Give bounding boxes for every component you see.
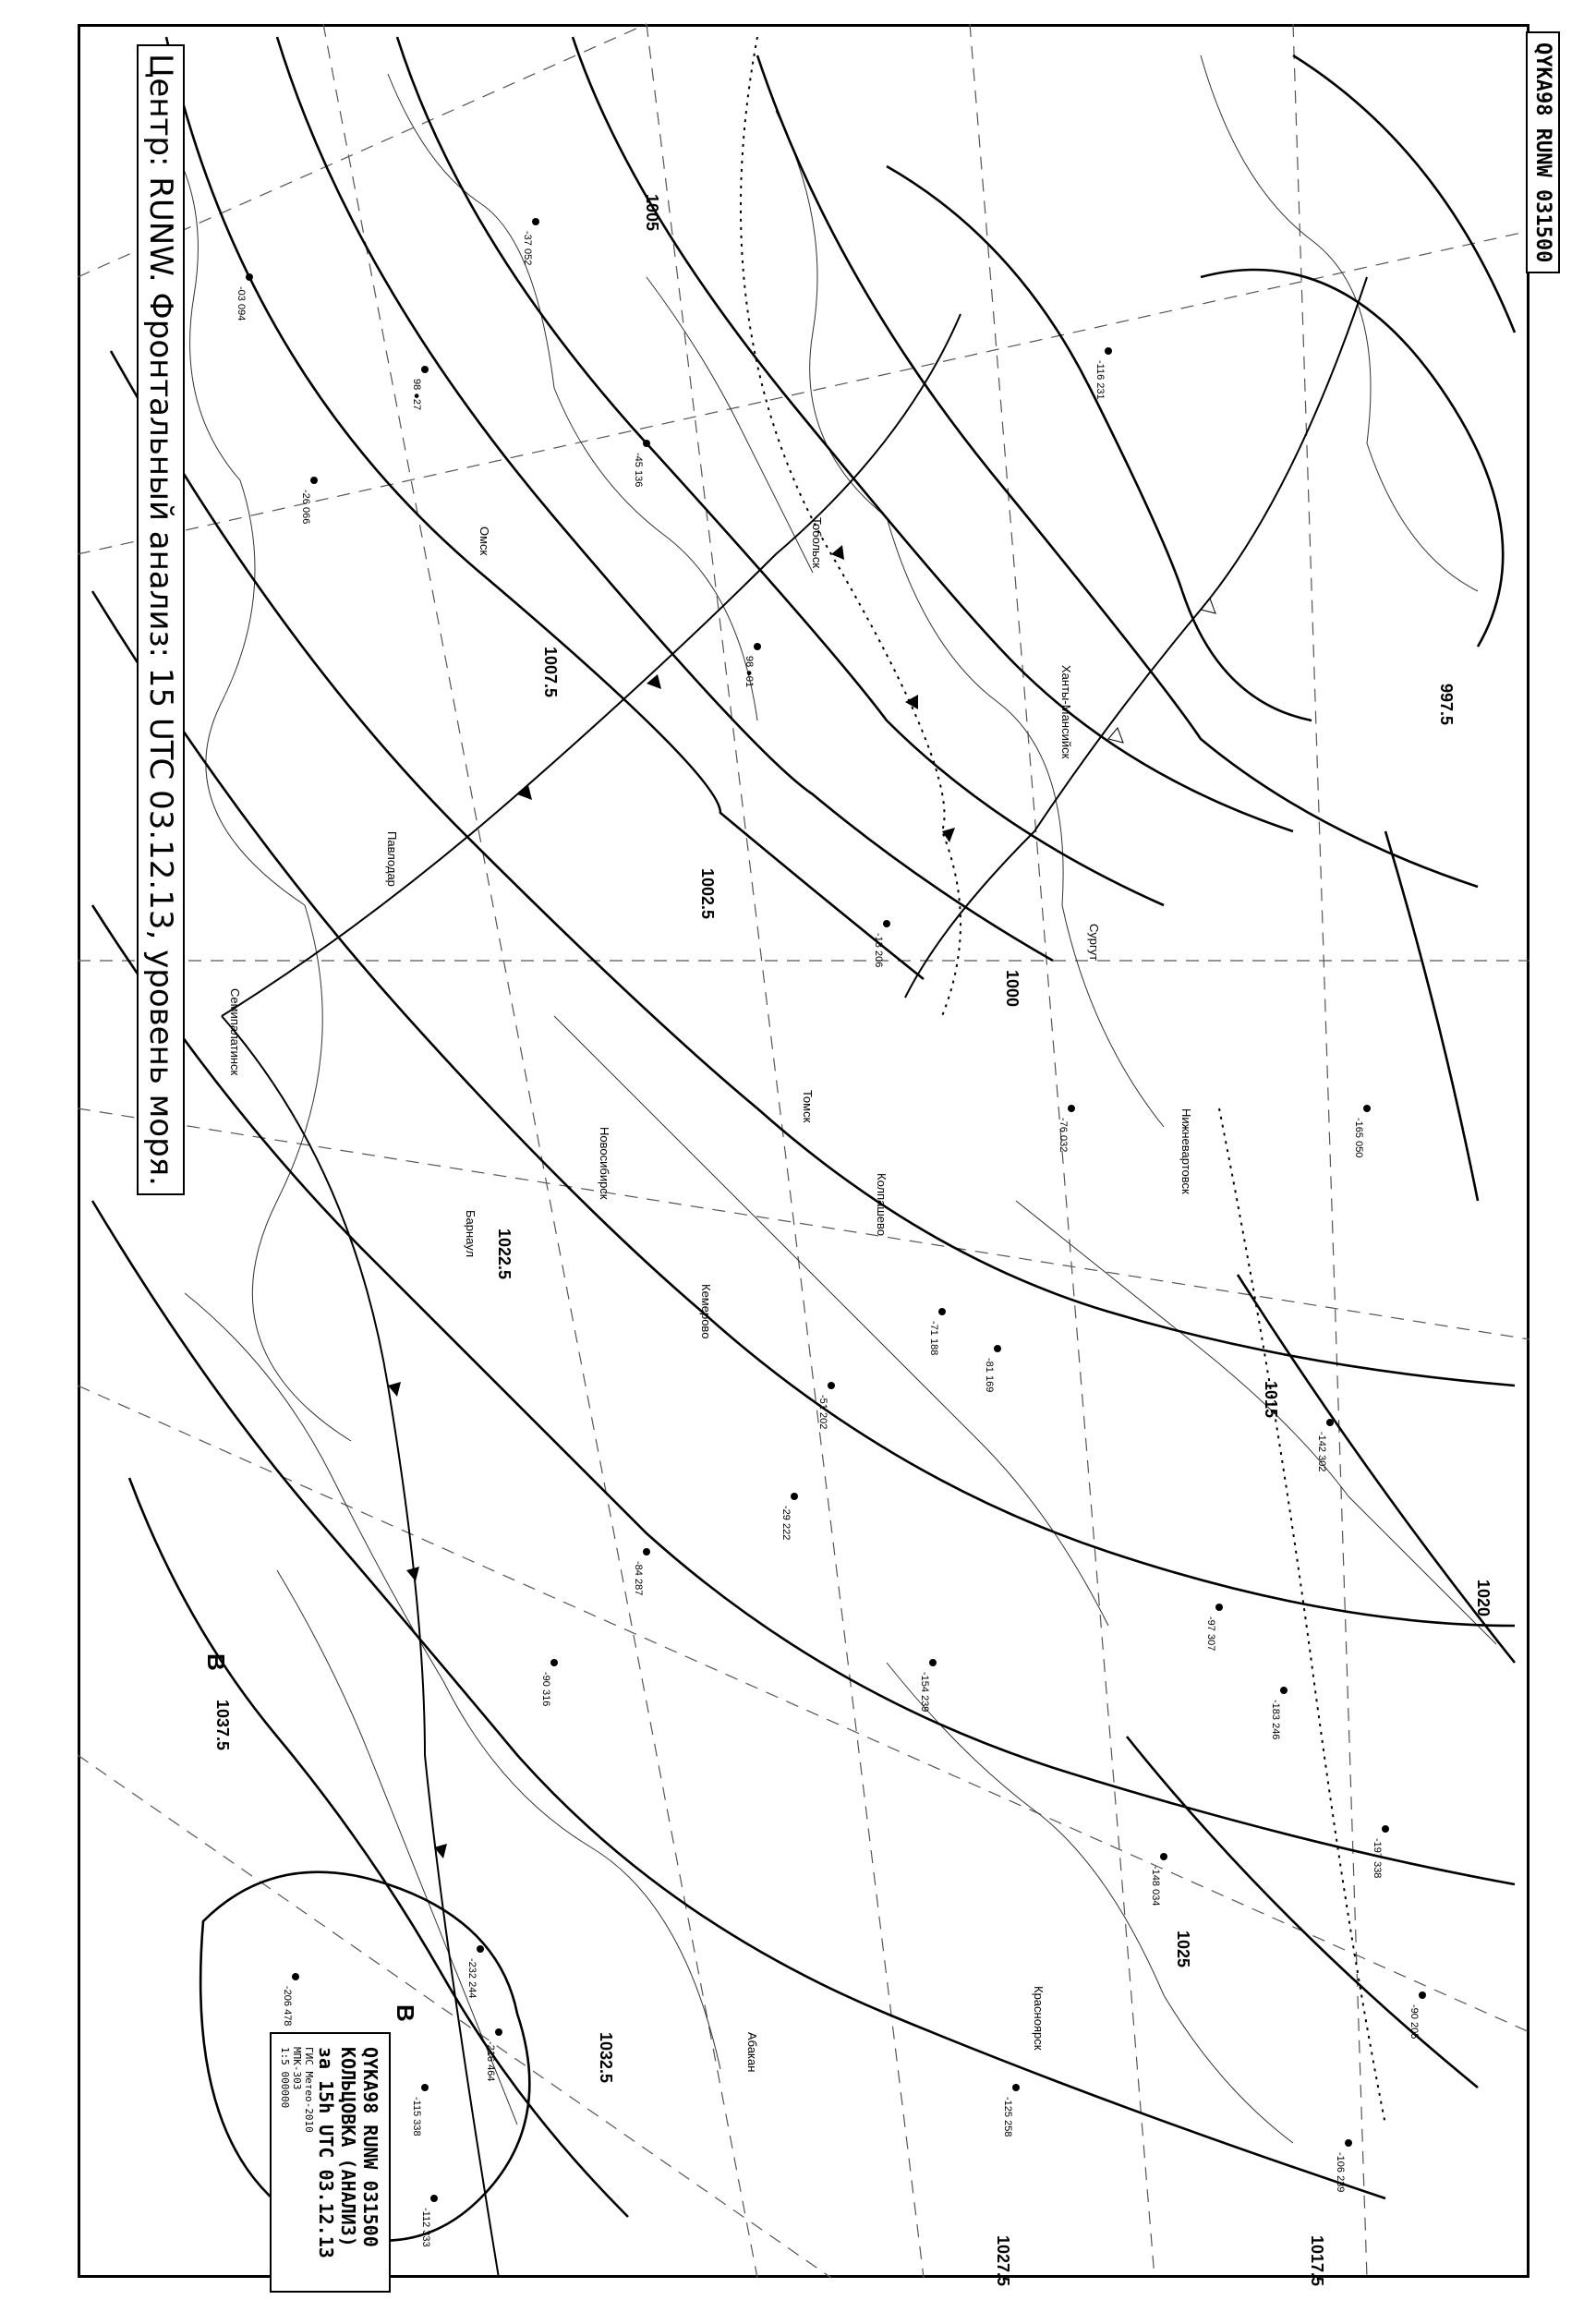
station-plot	[411, 366, 429, 410]
station-plot	[1058, 1105, 1075, 1152]
svg-text:98 ●01: 98 ●01	[744, 656, 755, 688]
city-label: Томск	[801, 1090, 815, 1123]
city-label: Семипалатинск	[228, 988, 242, 1076]
station-plot	[540, 1659, 558, 1706]
svg-text:-84 287: -84 287	[633, 1561, 644, 1596]
city-label: Барнаул	[464, 1210, 478, 1258]
fronts	[222, 37, 1385, 2278]
city-label: Колпашево	[875, 1173, 889, 1237]
isobar-label: 1002.5	[698, 868, 717, 920]
city-label: Новосибирск	[598, 1127, 611, 1200]
svg-text:-13 206: -13 206	[873, 933, 884, 968]
svg-text:-183 246: -183 246	[1270, 1700, 1281, 1740]
station-plot	[236, 273, 253, 321]
high-pressure-center: В	[392, 2004, 419, 2022]
station-plot	[633, 1548, 650, 1595]
station-plot	[466, 1945, 484, 1998]
svg-text:-216 464: -216 464	[485, 2041, 496, 2082]
isobar-label: 1022.5	[495, 1229, 514, 1280]
header-tag: QYKA98 RUNW 031500	[1526, 31, 1560, 273]
isobar-label: 1025	[1174, 1931, 1192, 1968]
legend-holder	[270, 2032, 381, 2258]
svg-text:-116 231: -116 231	[1094, 360, 1106, 400]
front-symbols	[388, 545, 1215, 1858]
svg-text:-45 136: -45 136	[633, 453, 644, 488]
isobar-label: 1000	[1003, 970, 1022, 1008]
isobar-label: 1017.5	[1308, 2235, 1326, 2287]
isobar-label: 997.5	[1437, 684, 1456, 726]
isobar-label: 1015	[1262, 1381, 1280, 1419]
svg-text:-97 307: -97 307	[1205, 1616, 1216, 1652]
city-label: Павлодар	[385, 831, 399, 887]
isobar-label: 1005	[643, 194, 661, 232]
station-plots	[236, 218, 1426, 2247]
svg-text:-125 258: -125 258	[1002, 2097, 1013, 2137]
svg-text:-106 239: -106 239	[1335, 2152, 1346, 2193]
legend-scale: 1:5 000000	[279, 2047, 291, 2109]
svg-text:-37 052: -37 052	[522, 231, 533, 266]
svg-text:-26 066: -26 066	[300, 490, 311, 525]
svg-text:-90 205: -90 205	[1409, 2004, 1420, 2040]
isobar-label: 1020	[1474, 1580, 1493, 1617]
svg-text:-197 338: -197 338	[1372, 1838, 1383, 1879]
svg-text:-148 034: -148 034	[1150, 1866, 1161, 1907]
svg-text:-232 244: -232 244	[466, 1958, 478, 1999]
station-plot	[1372, 1825, 1389, 1878]
map-title: Центр: RUNW. Фронтальный анализ: 15 UTC 03.12.13, уровень моря.	[142, 54, 179, 1186]
svg-text:-81 169: -81 169	[984, 1358, 995, 1393]
city-label: Омск	[478, 527, 491, 556]
svg-text:-154 239: -154 239	[919, 1672, 930, 1713]
legend-station: КОЛЬЦОВКА (АНАЛИЗ)	[337, 2047, 359, 2247]
header-tag-rotated	[1526, 31, 1560, 273]
station-plot	[919, 1659, 937, 1712]
svg-text:-165 050: -165 050	[1353, 1118, 1364, 1158]
station-plot	[300, 477, 318, 524]
svg-text:-71 188: -71 188	[928, 1321, 939, 1356]
high-pressure-center: В	[202, 1653, 230, 1671]
legend-time: за 15h UTC 03.12.13	[315, 2047, 337, 2258]
station-plot	[633, 440, 650, 487]
legend-code: QYKA98 RUNW 031500	[359, 2047, 381, 2247]
svg-text:98 ●27: 98 ●27	[411, 379, 422, 411]
station-plot	[1270, 1687, 1288, 1739]
station-plot	[1353, 1105, 1371, 1157]
station-plot	[817, 1382, 835, 1429]
station-plot	[744, 643, 761, 687]
station-plot	[1205, 1604, 1223, 1651]
isobar-label: 1027.5	[994, 2235, 1012, 2287]
city-labels	[228, 517, 1193, 2072]
svg-text:-76 032: -76 032	[1058, 1118, 1069, 1153]
isobar-label: 1037.5	[213, 1700, 232, 1751]
isobar-labels	[213, 194, 1493, 2286]
station-plot	[282, 1973, 299, 2026]
pressure-centers	[202, 1653, 419, 2022]
station-plot	[1094, 347, 1112, 400]
legend-system: МПК-303	[291, 2047, 303, 2090]
city-label: Тобольск	[810, 517, 824, 569]
svg-text:-112 333: -112 333	[420, 2208, 431, 2247]
svg-text:-29 222: -29 222	[780, 1506, 792, 1541]
station-plot	[984, 1345, 1001, 1392]
svg-text:-206 478: -206 478	[282, 1986, 293, 2027]
svg-text:-142 302: -142 302	[1316, 1432, 1327, 1472]
station-plot	[522, 218, 539, 265]
legend-rotated	[270, 2032, 391, 2293]
station-plot	[1150, 1853, 1167, 1906]
city-label: Ханты-Мансийск	[1059, 665, 1073, 759]
isobar-label: 1007.5	[541, 647, 560, 698]
city-label: Нижневартовск	[1179, 1108, 1193, 1194]
station-plot	[928, 1308, 946, 1355]
city-label: Абакан	[745, 2032, 759, 2073]
legend-software: ГИС Метео-2010	[303, 2047, 315, 2133]
station-plot	[1335, 2139, 1352, 2192]
city-label: Сургут	[1087, 924, 1101, 962]
station-plot	[420, 2195, 438, 2247]
svg-text:-03 094: -03 094	[236, 286, 247, 321]
isobar-label: 1032.5	[597, 2032, 615, 2084]
svg-text:-115 338: -115 338	[411, 2097, 422, 2137]
station-plot	[1409, 1991, 1426, 2039]
station-plot	[411, 2084, 429, 2137]
station-plot	[1316, 1419, 1334, 1471]
svg-text:-51 202: -51 202	[817, 1395, 828, 1430]
city-label: Кемерово	[699, 1284, 713, 1339]
station-plot	[485, 2028, 502, 2081]
city-label: Красноярск	[1032, 1986, 1046, 2051]
svg-text:-90 316: -90 316	[540, 1672, 551, 1707]
legend-box	[270, 2032, 391, 2293]
station-plot	[780, 1493, 798, 1540]
map-title-rotated	[137, 44, 185, 1195]
station-plot	[1002, 2084, 1020, 2137]
